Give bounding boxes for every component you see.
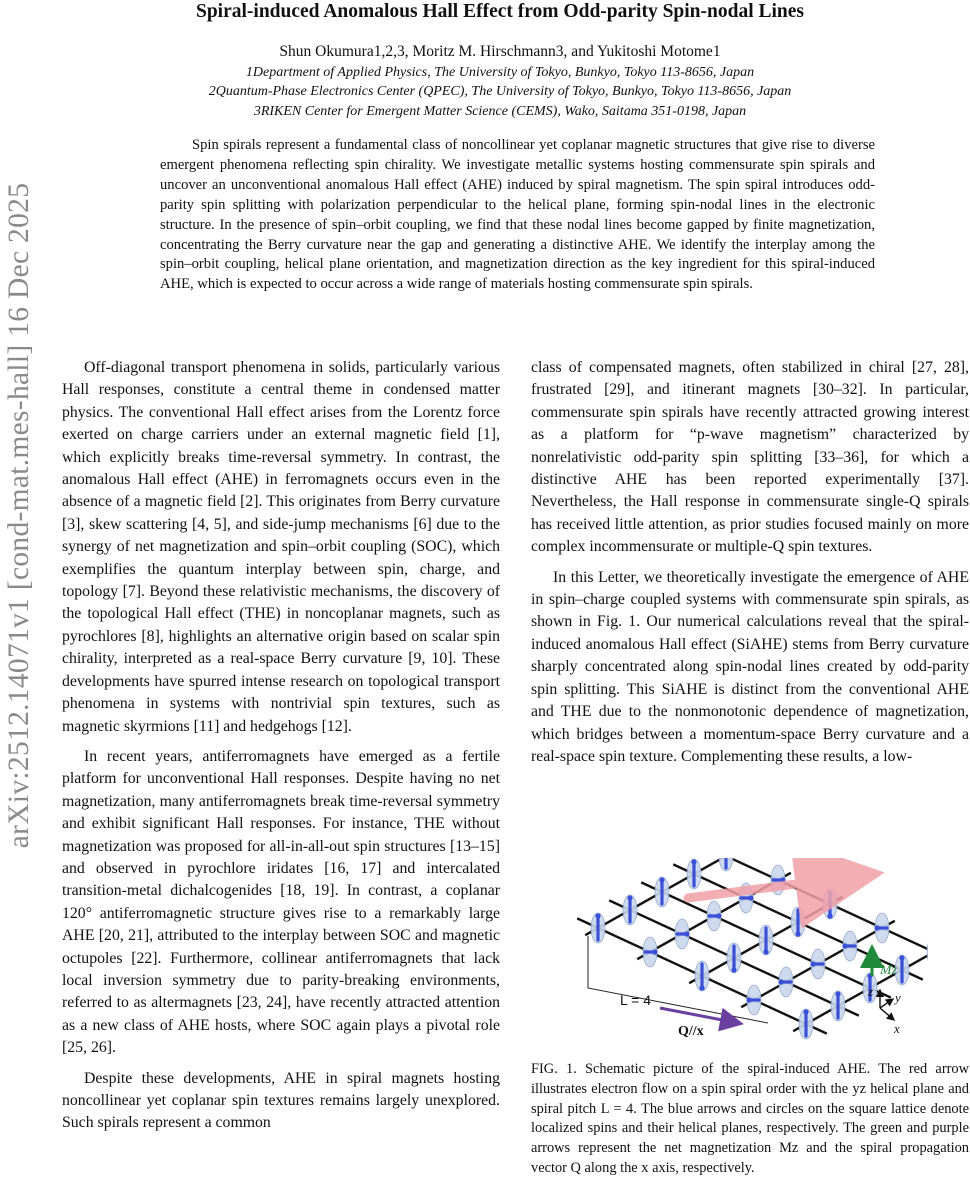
- paragraph-intro: Off-diagonal transport phenomena in solids, particularly various Hall responses, constitute a central theme in condensed matter physics. The conventional Hall effect arises from the Lorentz force exerted on charge carriers under an external magnetic field [1], which explicitly breaks time-reversal symmetry. In contrast, the anomalous Hall effect (AHE) in ferromagnets occurs even in the absence of a magnetic field [2]. This originates from Berry curvature [3], skew scattering [4, 5], and side-jump mechanisms [6] due to the synergy of net magnetization and spin–orbit coupling (SOC), which exemplifies the quantum interplay between spin, charge, and topology [7]. Beyond these relativistic mechanisms, the discovery of the topological Hall effect (THE) in noncoplanar magnets, such as pyrochlores [8], highlights an alternative origin based on scalar spin chirality, interpreted as a real-space Berry curvature [9, 10]. These developments have spurred intense research on topological transport phenomena in systems with nontrivial spin textures, such as magnetic skyrmions [11] and hedgehogs [12].: [62, 359, 500, 735]
- spin-arrow-head: [835, 991, 840, 996]
- axes-triad: [867, 984, 901, 1036]
- paper-title: Spiral-induced Anomalous Hall Effect from Odd-parity Spin-nodal Lines: [195, 1, 805, 22]
- spiral-lattice-diagram: [568, 858, 928, 1048]
- spin-arrow-head: [746, 997, 751, 1002]
- paragraph-antiferromagnets: In recent years, antiferromagnets have emerged as a fertile platform for unconventional Hall responses. Despite having no net magnetization, many antiferromagnets break time-reversal symmetry and exhibit significant Hall responses. For instance, THE without magnetization was proposed for all-in-all-out spin structures [13–15] and observed in pyrochlore iridates [16, 17] and intercalated transition-metal dichalcogenides [18, 19]. In contrast, a coplanar 120° antiferromagnetic structure gives rise to a remarkably large AHE [20, 21], attributed to the interplay between SOC and magnetic octupoles [22]. Furthermore, collinear antiferromagnets that lack local inversion symmetry due to parity-breaking environments, referred to as altermagnets [23, 24], have recently attracted attention as a new class of AHE hosts, where SOC again plays a pivotal role [25, 26].: [62, 747, 500, 1057]
- affiliation-2: 2Quantum-Phase Electronics Center (QPEC), The University of Tokyo, Bunkyo, Tokyo 113-8656, Japan: [208, 84, 792, 100]
- spin-arrow-head: [763, 949, 768, 954]
- left-column: [62, 357, 500, 1143]
- spin-arrow-head: [842, 943, 847, 948]
- axis-x-label: x: [894, 1021, 900, 1036]
- pitch-label: L = 4: [620, 992, 652, 1008]
- paragraph-compensated-magnets: class of compensated magnets, often stabilized in chiral [27, 28], frustrated [29], and itinerant magnets [30–32]. In particular, commensurate spin spirals have recently attracted growing interest as a platform for “p-wave magnetism” characterized by nonrelativistic odd-parity spin splitting [33–36], for which a distinctive AHE has been reported experimentally [37]. Nevertheless, the Hall response in commensurate single-Q spirals has received little attention, as prior studies focused mainly on more complex incommensurate or multiple-Q spin textures.: [531, 359, 969, 556]
- spin-arrow-head: [748, 895, 753, 900]
- propagation-vector-arrow: [660, 1008, 738, 1023]
- spin-arrow-head: [827, 913, 832, 918]
- spin-arrow-head: [716, 913, 721, 918]
- figure-caption: FIG. 1. Schematic picture of the spiral-induced AHE. The red arrow illustrates electron flow on a spin spiral order with the yz helical plane and spiral pitch L = 4. The blue arrows and circles on the square lattice denote localized spins and their helical planes, respectively. The green and purple arrows represent the net magnetization Mz and the spiral propagation vector Q along the x axis, respectively.: [531, 1061, 969, 1176]
- helical-plane-circle: [927, 937, 928, 967]
- spin-arrow-head: [874, 925, 879, 930]
- spin-arrow-head: [691, 859, 696, 864]
- affiliation-1: 1Department of Applied Physics, The University of Tokyo, Bunkyo, Tokyo 113-8656, Japan: [245, 65, 755, 80]
- spin-arrow-head: [899, 955, 904, 960]
- spin-arrow-head: [627, 895, 632, 900]
- abstract: Spin spirals represent a fundamental class of noncollinear yet coplanar magnetic structures that give rise to diverse emergent phenomena reflecting spin chirality. We investigate metallic systems hosting commensurate spin spirals and uncover an unconventional anomalous Hall effect (AHE) induced by spiral magnetism. The spin spiral introduces odd-parity spin splitting with polarization perpendicular to the helical plane, forming spin-nodal lines in the electronic structure. In the presence of spin–orbit coupling, we find that these nodal lines become gapped by finite magnetization, concentrating the Berry curvature near the gap and generating a distinctive AHE. We identify the interplay among the spin–orbit coupling, helical plane orientation, and magnetization direction as the key ingredient for this spiral-induced AHE, which is expected to occur across a wide range of materials hosting commensurate spin spirals.: [160, 137, 875, 293]
- magnetization-label: Mz: [880, 963, 898, 978]
- paragraph-spirals: Despite these developments, AHE in spiral magnets hosting noncollinear yet coplanar spin textures remains largely unexplored. Such spirals represent a common: [62, 1069, 500, 1132]
- author-list: Shun Okumura1,2,3, Moritz M. Hirschmann3, and Yukitoshi Motome1: [279, 43, 721, 60]
- spin-arrow-head: [803, 1009, 808, 1014]
- spin-arrow-head: [731, 967, 736, 972]
- propagation-label: Q//x: [678, 1024, 704, 1039]
- affiliations: [60, 63, 940, 121]
- spin-arrow-head: [684, 931, 689, 936]
- arxiv-identifier: arXiv:2512.14071v1 [cond-mat.mes-hall] 16 Dec 2025: [3, 182, 36, 848]
- paragraph-this-letter: In this Letter, we theoretically investigate the emergence of AHE in spin–charge coupled systems with commensurate spin spirals, as shown in Fig. 1. Our numerical calculations reveal that the spiral-induced anomalous Hall effect (SiAHE) stems from Berry curvature sharply concentrated along spin-nodal lines created by odd-parity spin splitting. This SiAHE is distinct from the conventional AHE and THE due to the nonmonotonic dependence of magnetization, which bridges between a momentum-space Berry curvature and a real-space spin texture. Complementing these results, a low-: [531, 568, 969, 765]
- axis-z-label: z: [868, 984, 874, 999]
- right-column: [531, 357, 969, 776]
- spin-arrow-head: [699, 985, 704, 990]
- spin-arrow-head: [795, 931, 800, 936]
- spin-arrow-head: [652, 949, 657, 954]
- spin-arrow-head: [810, 961, 815, 966]
- spin-arrow-head: [595, 913, 600, 918]
- affiliation-3: 3RIKEN Center for Emergent Matter Science (CEMS), Wako, Saitama 351-0198, Japan: [253, 103, 747, 119]
- axis-y-label: y: [895, 990, 901, 1005]
- figure-1: [568, 858, 928, 1048]
- spin-arrow-head: [659, 877, 664, 882]
- spin-arrow-head: [778, 979, 783, 984]
